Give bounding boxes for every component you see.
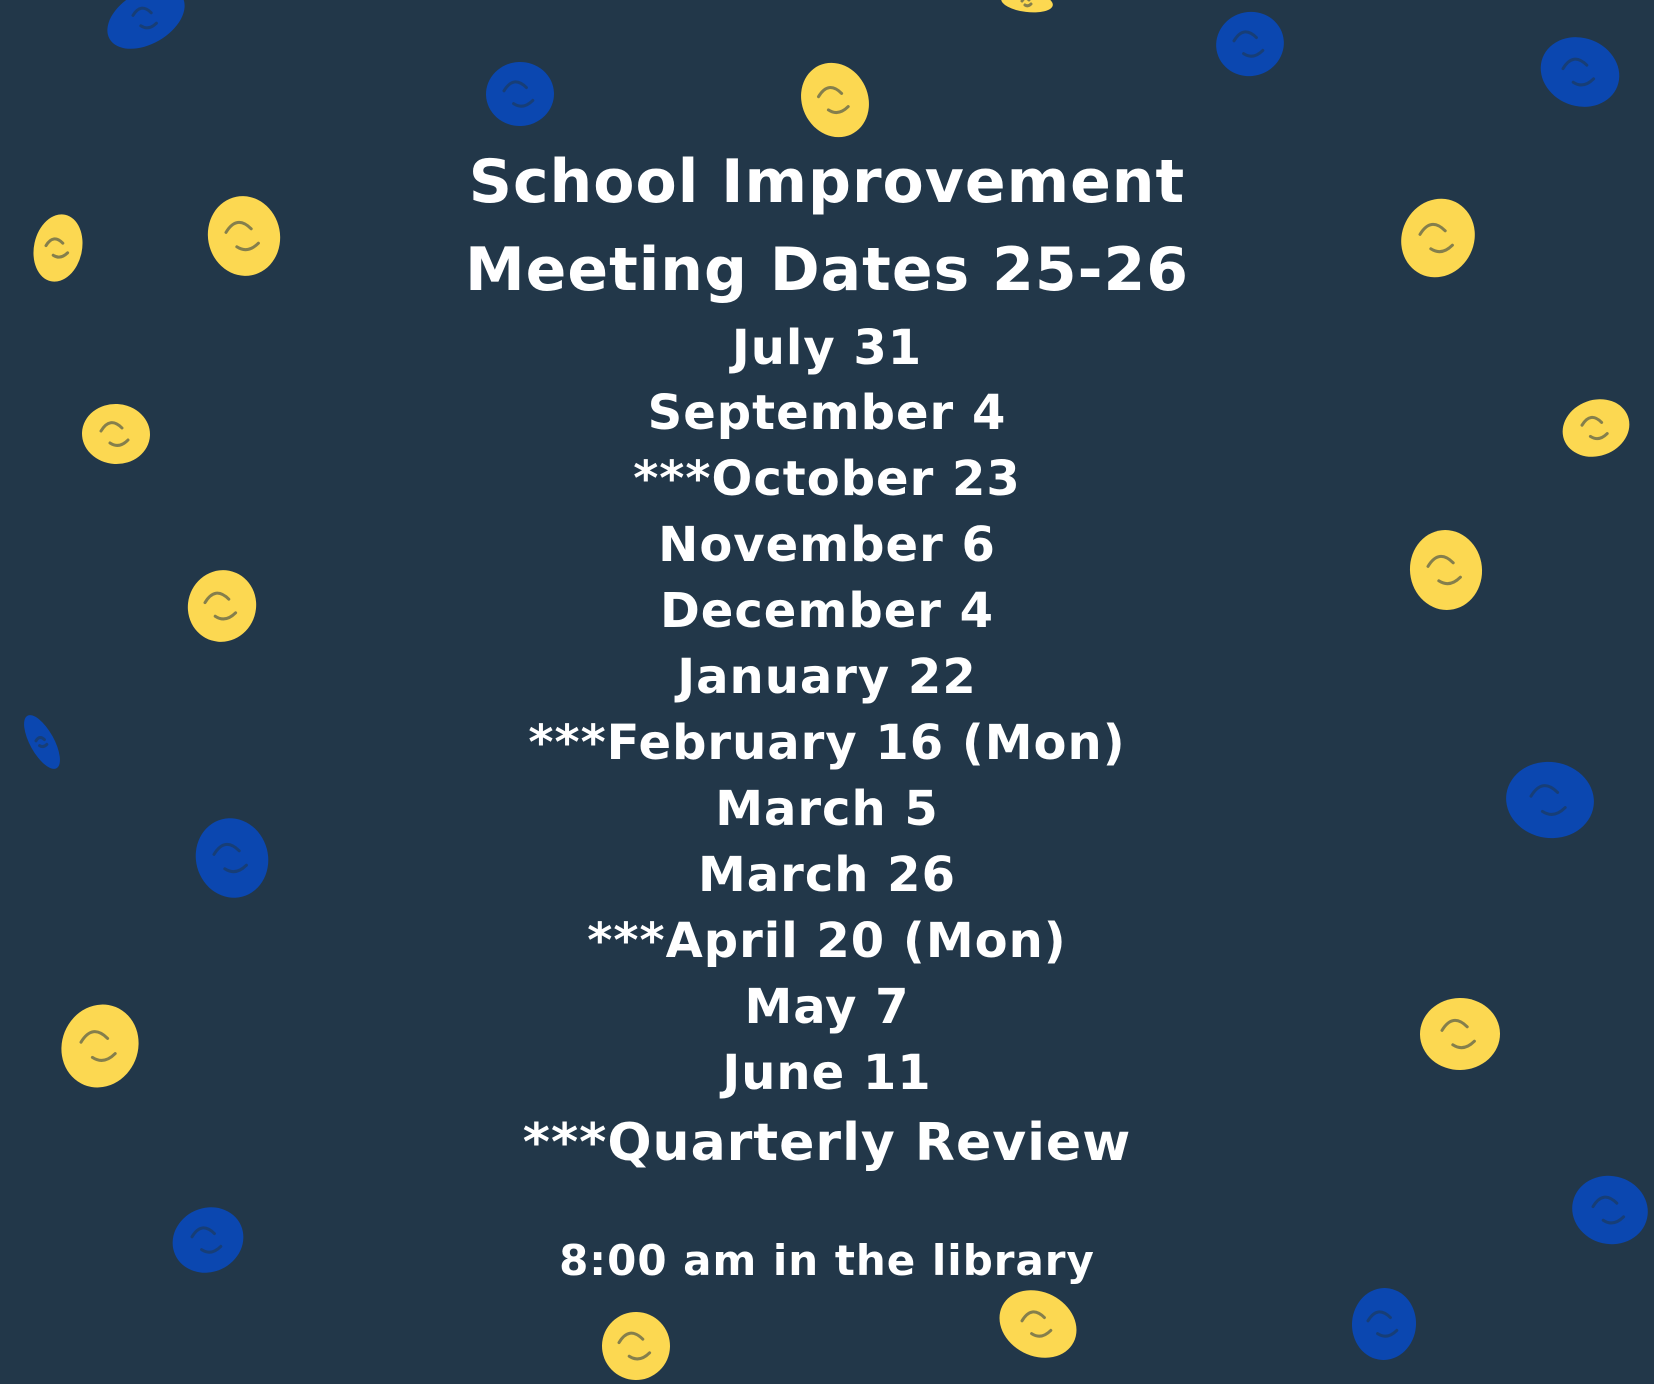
title-line-2: Meeting Dates 25-26 — [464, 235, 1190, 305]
date-item: September 4 — [647, 385, 1007, 441]
date-item: January 22 — [677, 649, 977, 705]
date-item: May 7 — [744, 979, 910, 1035]
blue-dot-decoration — [1208, 4, 1291, 84]
date-item: ***Quarterly Review — [522, 1113, 1132, 1173]
date-item: ***April 20 (Mon) — [587, 913, 1067, 969]
date-item: December 4 — [659, 583, 995, 639]
blue-dot-decoration — [1350, 1286, 1419, 1362]
date-item: November 6 — [658, 517, 996, 573]
date-item: March 5 — [715, 781, 939, 837]
yellow-dot-decoration — [1000, 0, 1054, 15]
date-item: June 11 — [722, 1045, 932, 1101]
meeting-time-location: 8:00 am in the library — [559, 1236, 1095, 1285]
date-item: ***October 23 — [633, 451, 1021, 507]
blue-dot-decoration — [485, 61, 555, 127]
yellow-dot-decoration — [789, 52, 881, 149]
yellow-dot-decoration — [988, 1277, 1088, 1370]
blue-dot-decoration — [97, 0, 196, 62]
date-item: July 31 — [731, 320, 923, 376]
date-item: ***February 16 (Mon) — [528, 715, 1126, 771]
title-line-1: School Improvement — [468, 147, 1186, 217]
date-item: March 26 — [698, 847, 956, 903]
yellow-dot-decoration — [597, 1307, 676, 1384]
blue-dot-decoration — [1530, 26, 1629, 118]
